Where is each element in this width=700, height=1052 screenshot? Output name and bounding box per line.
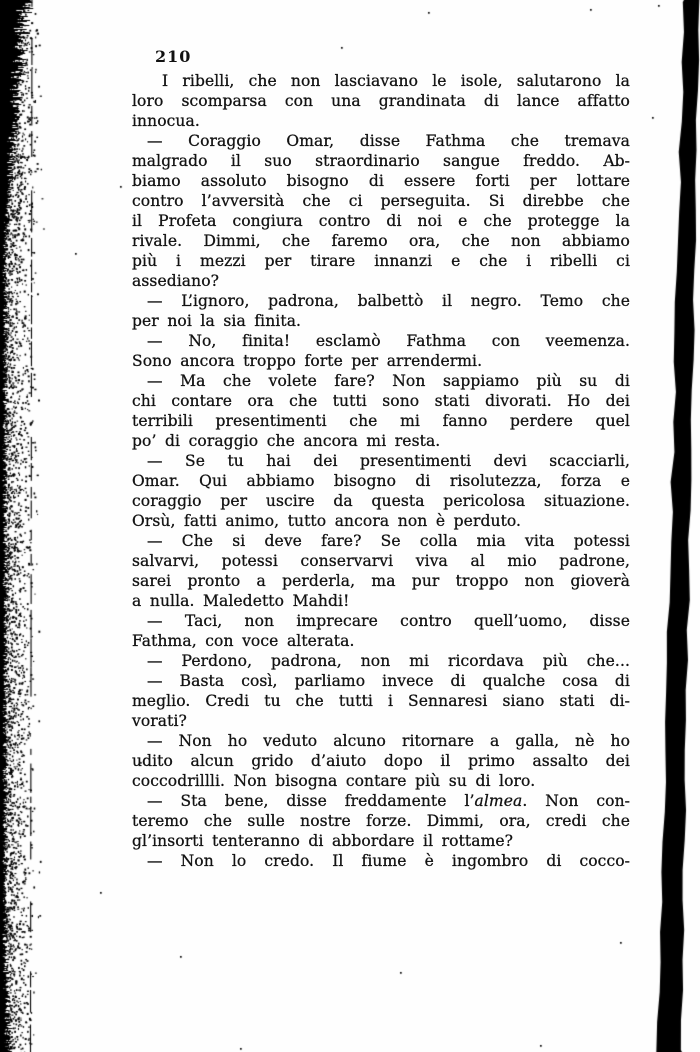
text-line: Fathma, con voce alterata. bbox=[132, 632, 355, 650]
text-line: — No, finita! esclamò Fathma con veemenza. bbox=[147, 332, 630, 350]
text-line: chi contare ora che tutti sono stati divorati. Ho dei bbox=[132, 392, 630, 410]
text-line: contro l’avversità che ci perseguita. Si direbbe che bbox=[132, 192, 630, 210]
text-line: teremo che sulle nostre forze. Dimmi, ora, credi che bbox=[132, 812, 630, 830]
text-line: malgrado il suo straordinario sangue freddo. Ab- bbox=[132, 152, 630, 170]
text-line: salvarvi, potessi conservarvi viva al mio padrone, bbox=[132, 552, 630, 570]
text-line: terribili presentimenti che mi fanno perdere quel bbox=[132, 412, 630, 430]
text-line: gl’insorti tenteranno di abbordare il rottame? bbox=[132, 832, 514, 850]
text-line: biamo assoluto bisogno di essere forti per lottare bbox=[132, 172, 630, 190]
text-line: per noi la sia finita. bbox=[132, 312, 302, 330]
text-line: — Non ho veduto alcuno ritornare a galla, nè ho bbox=[147, 732, 630, 750]
text-line: udito alcun grido d’aiuto dopo il primo assalto dei bbox=[132, 752, 630, 770]
text-line: I ribelli, che non lasciavano le isole, salutarono la bbox=[162, 72, 630, 90]
text-line: sarei pronto a perderla, ma pur troppo non gioverà bbox=[132, 572, 630, 590]
text-line: — Basta così, parliamo invece di qualche cosa di bbox=[147, 672, 630, 690]
text-line: rivale. Dimmi, che faremo ora, che non abbiamo bbox=[132, 232, 630, 250]
page-number: 210 bbox=[155, 47, 192, 66]
text-line: Omar. Qui abbiamo bisogno di risolutezza, forza e bbox=[132, 472, 630, 490]
text-line: — Non lo credo. Il fiume è ingombro di cocco- bbox=[147, 852, 630, 870]
text-block bbox=[132, 71, 630, 871]
text-line: — Ma che volete fare? Non sappiamo più su di bbox=[147, 372, 630, 390]
text-line: — Se tu hai dei presentimenti devi scacciarli, bbox=[147, 452, 630, 470]
text-line: vorati? bbox=[132, 712, 187, 730]
text-line: — Taci, non imprecare contro quell’uomo, disse bbox=[147, 612, 630, 630]
text-line: — L’ignoro, padrona, balbettò il negro. Temo che bbox=[147, 292, 630, 310]
text-line: più i mezzi per tirare innanzi e che i ribelli ci bbox=[132, 252, 630, 270]
text-line: — Che si deve fare? Se colla mia vita potessi bbox=[147, 532, 630, 550]
text-line: a nulla. Maledetto Mahdi! bbox=[132, 592, 350, 610]
text-line: — Sta bene, disse freddamente l’almea. Non con- bbox=[147, 792, 631, 810]
text-line: — Coraggio Omar, disse Fathma che tremava bbox=[147, 132, 630, 150]
text-line: po’ di coraggio che ancora mi resta. bbox=[132, 432, 441, 450]
text-line: loro scomparsa con una grandinata di lance affatto bbox=[132, 92, 630, 110]
text-line: innocua. bbox=[132, 112, 200, 130]
text-line: il Profeta congiura contro di noi e che protegge la bbox=[132, 212, 630, 230]
text-line: meglio. Credi tu che tutti i Sennaresi siano stati di- bbox=[132, 692, 630, 710]
text-line: Orsù, fatti animo, tutto ancora non è perduto. bbox=[132, 512, 522, 530]
text-line: coccodrillli. Non bisogna contare più su di loro. bbox=[132, 772, 536, 790]
text-line: — Perdono, padrona, non mi ricordava più che... bbox=[147, 652, 630, 670]
text-line: coraggio per uscire da questa pericolosa situazione. bbox=[132, 492, 630, 510]
text-line: Sono ancora troppo forte per arrendermi. bbox=[132, 352, 483, 370]
text-line: assediano? bbox=[132, 272, 220, 290]
